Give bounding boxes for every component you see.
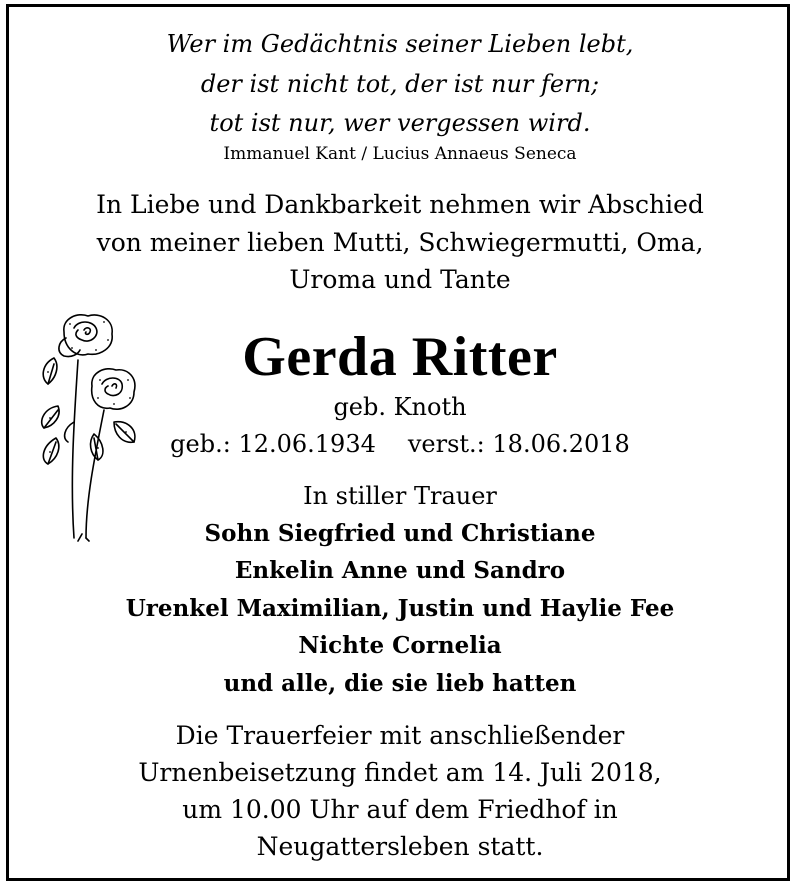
birth-date: geb.: 12.06.1934: [170, 430, 376, 458]
intro-line: In Liebe und Dankbarkeit nehmen wir Abschied: [96, 190, 704, 219]
intro-line: Uroma und Tante: [289, 265, 511, 294]
service-line: Neugattersleben statt.: [256, 832, 544, 861]
quote-line: Wer im Gedächtnis seiner Lieben lebt,: [166, 30, 634, 58]
mourner-line: Urenkel Maximilian, Justin und Haylie Fee: [125, 595, 675, 622]
death-date: verst.: 18.06.2018: [407, 430, 630, 458]
maiden-name: geb. Knoth: [333, 393, 467, 421]
deceased-name: Gerda Ritter: [242, 326, 558, 388]
life-dates: [0, 427, 800, 461]
mourners-heading: In stiller Trauer: [303, 482, 497, 510]
service-line: um 10.00 Uhr auf dem Friedhof in: [182, 795, 618, 824]
service-line: Urnenbeisetzung findet am 14. Juli 2018,: [138, 758, 662, 787]
mourner-line: Sohn Siegfried und Christiane: [204, 520, 596, 547]
quote-source: Immanuel Kant / Lucius Annaeus Seneca: [223, 144, 577, 164]
service-line: Die Trauerfeier mit anschließender: [175, 721, 625, 750]
quote-line: der ist nicht tot, der ist nur fern;: [200, 70, 600, 98]
intro-line: von meiner lieben Mutti, Schwiegermutti, Oma,: [96, 228, 704, 257]
mourner-line: Nichte Cornelia: [298, 632, 502, 659]
quote-line: tot ist nur, wer vergessen wird.: [209, 109, 591, 137]
mourner-line: und alle, die sie lieb hatten: [223, 670, 577, 697]
mourner-line: Enkelin Anne und Sandro: [234, 557, 566, 584]
